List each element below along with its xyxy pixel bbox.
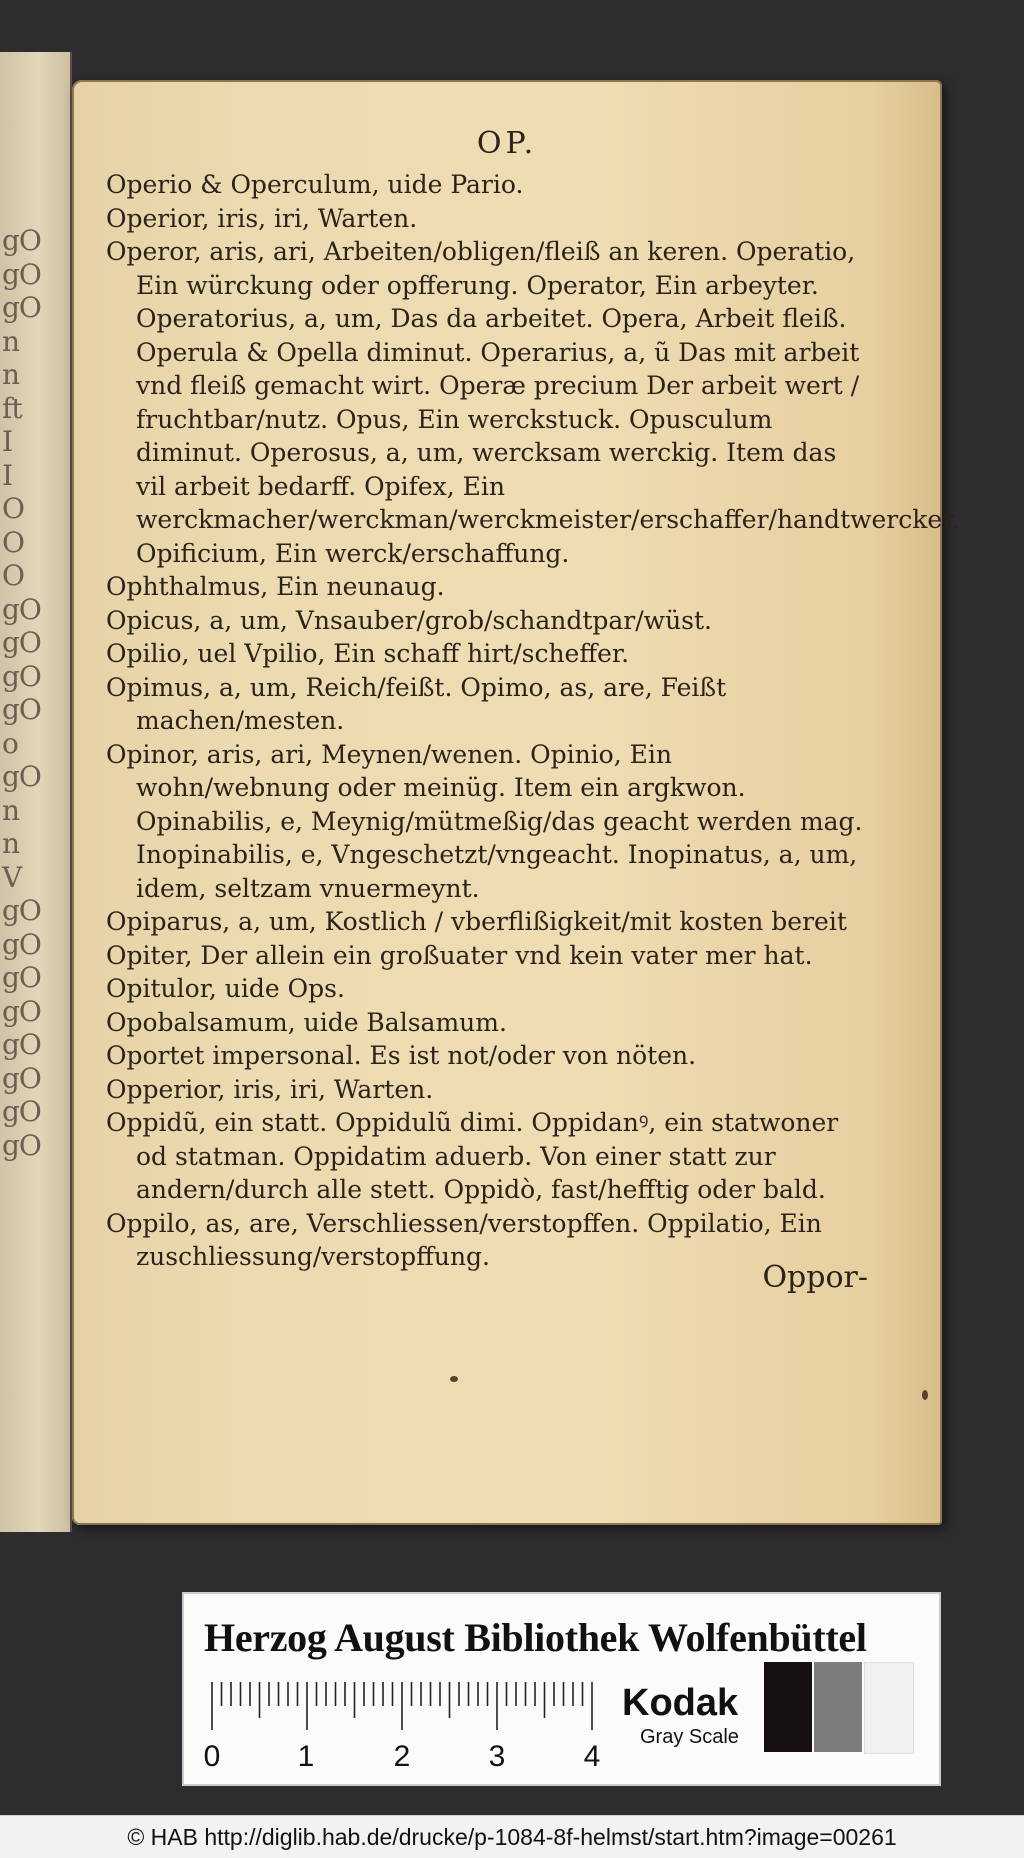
dictionary-entry: Opiparus, a, um, Kostlich / vberflißigkeit/mit kosten bereit	[106, 907, 847, 936]
dictionary-entry: Opinor, aris, ari, Meynen/wenen. Opinio, Ein wohn/webnung oder meinüg. Item ein argkwon. Opinabilis, e, Meynig/mütmeßig/das geacht werden mag. Inopinabilis, e, Vngeschetzt/vngeacht. Inopinatus, a, um, idem, seltzam vnuermeynt.	[106, 739, 863, 903]
previous-page-fragment: O	[2, 492, 24, 525]
previous-page-fragment: gO	[2, 693, 41, 726]
previous-page-fragment: o	[2, 726, 18, 760]
dictionary-entry: Oppilo, as, are, Verschliessen/verstopffen. Oppilatio, Ein zuschliessung/verstopffung.	[106, 1208, 822, 1271]
previous-page-fragment: gO	[2, 257, 41, 291]
previous-page-fragment: gO	[2, 626, 41, 659]
previous-page-fragment: n	[2, 324, 20, 358]
dictionary-text	[106, 168, 960, 1274]
previous-page-fragment: gO	[2, 1028, 41, 1061]
previous-page-fragment: gO	[2, 1061, 41, 1095]
scale-number: 2	[393, 1740, 411, 1773]
previous-page-fragment: gO	[2, 659, 41, 693]
copyright-url: © HAB http://diglib.hab.de/drucke/p-1084-8f-helmst/start.htm?image=00261	[127, 1824, 897, 1850]
dictionary-entry: Operio & Operculum, uide Pario.	[106, 170, 524, 199]
previous-page-fragment: gO	[2, 1128, 41, 1162]
previous-page-fragment: gO	[2, 224, 41, 257]
footer-bar	[0, 1815, 1024, 1858]
gray-patch-black	[764, 1662, 812, 1752]
scale-number: 3	[488, 1740, 506, 1773]
previous-page-fragment: O	[2, 559, 24, 592]
dictionary-entry: Opiter, Der allein ein großuater vnd kein vater mer hat.	[106, 940, 813, 970]
gray-patch-white	[864, 1662, 914, 1754]
previous-page-fragment: gO	[2, 961, 41, 994]
library-title: Herzog August Bibliothek Wolfenbüttel	[204, 1615, 867, 1660]
previous-page-edge	[0, 52, 72, 1532]
previous-page-fragment: ft	[2, 391, 22, 425]
previous-page-fragment: I	[2, 425, 13, 458]
color-scale-card	[182, 1592, 941, 1786]
dictionary-entry: Opilio, uel Vpilio, Ein schaff hirt/scheffer.	[106, 639, 630, 668]
scale-number: 0	[203, 1740, 221, 1773]
dictionary-entry: Oportet impersonal. Es ist not/oder von nöten.	[106, 1041, 697, 1070]
dictionary-entry: Opicus, a, um, Vnsauber/grob/schandtpar/wüst.	[106, 605, 713, 635]
dictionary-entry: Opimus, a, um, Reich/feißt. Opimo, as, are, Feißt machen/mesten.	[106, 672, 727, 735]
previous-page-fragment: O	[2, 525, 24, 559]
dictionary-entry: Operior, iris, iri, Warten.	[106, 203, 418, 233]
book-page	[72, 80, 960, 1525]
ruler-scale	[203, 1678, 606, 1778]
ink-spot	[450, 1376, 458, 1382]
previous-page-fragment: n	[2, 827, 20, 860]
previous-page-fragment: V	[2, 860, 22, 894]
dictionary-entry: Opperior, iris, iri, Warten.	[106, 1074, 434, 1104]
previous-page-fragment: gO	[2, 592, 41, 626]
ink-spot	[922, 1390, 928, 1400]
dictionary-entry: Opobalsamum, uide Balsamum.	[106, 1007, 507, 1037]
dictionary-entry: Oppidũ, ein statt. Oppidulũ dimi. Oppidanꝰ, ein statwoner od statman. Oppidatim aduerb. Von einer statt zur andern/durch alle stett. Oppidò, fast/hefftig oder bald.	[106, 1108, 839, 1204]
scale-number: 1	[297, 1740, 315, 1773]
previous-page-fragment: gO	[2, 894, 41, 927]
running-head: OP.	[476, 126, 538, 161]
gray-patch-mid	[814, 1662, 862, 1752]
previous-page-fragment: n	[2, 358, 20, 391]
previous-page-fragment: gO	[2, 994, 41, 1028]
previous-page-fragment: gO	[2, 760, 41, 793]
previous-page-fragment: I	[2, 458, 13, 492]
previous-page-fragment: gO	[2, 1095, 41, 1128]
ruler-ticks	[206, 1678, 606, 1738]
dictionary-entry: Opitulor, uide Ops.	[106, 974, 345, 1003]
catchword: Oppor-	[762, 1260, 868, 1295]
previous-page-fragment: gO	[2, 291, 41, 324]
previous-page-fragment: n	[2, 793, 20, 827]
scale-number: 4	[583, 1740, 601, 1773]
gray-scale-label: Gray Scale	[640, 1726, 739, 1748]
previous-page-fragment: gO	[2, 927, 41, 961]
kodak-logo: Kodak	[622, 1682, 739, 1724]
dictionary-entry: Ophthalmus, Ein neunaug.	[106, 572, 445, 601]
dictionary-entry: Operor, aris, ari, Arbeiten/obligen/fleiß an keren. Operatio, Ein würckung oder opfferung. Operator, Ein arbeyter. Operatorius, a, um, Das da arbeitet. Opera, Arbeit fleiß. Operula & Opella diminut. Operarius, a, ũ Das mit arbeit vnd fleiß gemacht wirt. Operæ precium Der arbeit wert / fruchtbar/nutz. Opus, Ein werckstuck. Opusculum diminut. Operosus, a, um, wercksam werckig. Item das vil arbeit bedarff. Opifex, Ein werckmacher/werckman/werckmeister/erschaffer/handtwercker. Opificium, Ein werck/erschaffung.	[106, 237, 960, 568]
